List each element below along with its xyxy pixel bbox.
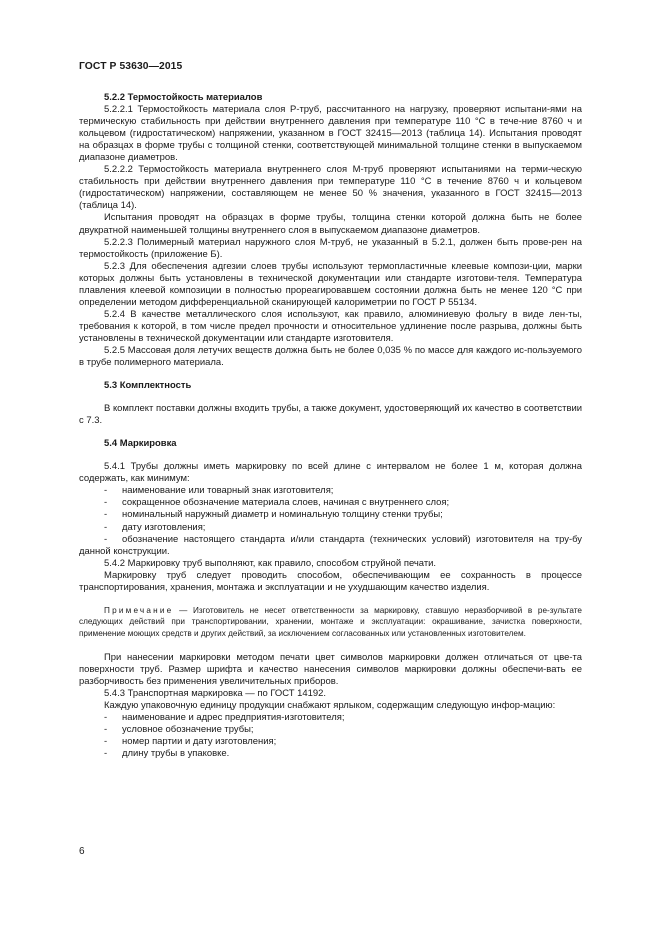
list-item — [79, 497, 582, 509]
list-item-text: условное обозначение трубы; — [122, 723, 254, 735]
list-item — [79, 724, 582, 736]
list-item-text: сокращенное обозначение материала слоев, начиная с внутреннего слоя; — [122, 497, 450, 509]
paragraph-label-info: Каждую упаковочную единицу продукции снабжают ярлыком, содержащим следующую инфор-мацию: — [104, 699, 556, 711]
paragraph-5-4-1: 5.4.1 Трубы должны иметь маркировку по всей длине с интервалом не более 1 м, которая должна содержать, как минимум: — [79, 461, 582, 485]
list-item-text: обозначение настоящего стандарта и/или стандарта (технических условий) изготовителя на тру-бу данной конструкции. — [79, 533, 582, 557]
paragraph-5-4-3: 5.4.3 Транспортная маркировка — по ГОСТ 14192. — [104, 687, 327, 699]
paragraph-5-2-2-3: 5.2.2.3 Полимерный материал наружного слоя М-труб, не указанный в 5.2.1, должен быть прове-рен на термостойкость (приложение Б). — [79, 236, 582, 260]
list-item-text: номинальный наружный диаметр и номинальную толщину стенки трубы; — [122, 509, 443, 521]
list-item — [79, 736, 582, 748]
list-item-text: длину трубы в упаковке. — [122, 747, 230, 759]
document-header: ГОСТ Р 53630—2015 — [79, 61, 183, 72]
list-marker: - — [104, 497, 108, 509]
list-marker: - — [104, 723, 108, 735]
list-item — [79, 485, 582, 497]
paragraph-5-2-3: 5.2.3 Для обеспечения адгезии слоев трубы используют термопластичные клеевые компози-ции, марки которых должны быть установлены в технической документации или стандарте изготови-теля. Температура плавления клеевой композиции в полностью прореагировавшем состоянии должна быть не менее 120 °С при определении методом дифференциальной сканирующей калориметрии по ГОСТ Р 55134. — [79, 260, 582, 308]
paragraph-print-marking: При нанесении маркировки методом печати цвет символов маркировки должен отличаться от цве-та поверхности труб. Размер шрифта и качество нанесения символов маркировки должны обеспечи-вать ее разборчивость без применения увеличительных приборов. — [79, 651, 582, 687]
paragraph-5-2-4: 5.2.4 В качестве металлического слоя используют, как правило, алюминиевую фольгу в виде лен-ты, требования к которой, в том числе предел прочности и относительное удлинение после разрыва, должны быть установлены в технической документации или стандарте изготовителя. — [79, 308, 582, 344]
list-marker: - — [104, 485, 108, 497]
list-marker: - — [104, 509, 108, 521]
list-item-text: наименование или товарный знак изготовителя; — [122, 485, 334, 497]
list-item-text: номер партии и дату изготовления; — [122, 735, 277, 747]
page-number: 6 — [79, 846, 85, 857]
list-marker: - — [104, 533, 108, 545]
list-item — [79, 534, 582, 558]
paragraph-5-4-2: 5.4.2 Маркировку труб выполняют, как правило, способом струйной печати. — [104, 557, 437, 569]
note — [79, 605, 582, 640]
list-item-text: дату изготовления; — [122, 521, 206, 533]
paragraph-5-2-2-2-tests: Испытания проводят на образцах в форме трубы, толщина стенки которой должна быть не более двукратной наименьшей толщины внутреннего слоя в выпускаемом диапазоне диаметров. — [79, 212, 582, 236]
note-label: Примечание — [104, 605, 174, 615]
document-body — [79, 92, 582, 760]
section-heading-5-3: 5.3 Комплектность — [104, 380, 192, 392]
note-text: — Изготовитель не несет ответственности за маркировку, ставшую неразборчивой в ре-зультате следующих действий при транспортировании, хранении, монтаже и эксплуатации: окрашивание, зачистка поверхности, применение моющих средств и других действий, за исключением согласованных или установленных изготовителем. — [79, 605, 582, 638]
list-item — [79, 748, 582, 760]
paragraph-5-3: В комплект поставки должны входить трубы, а также документ, удостоверяющий их качество в соответствии с 7.3. — [79, 403, 582, 427]
list-marker: - — [104, 747, 108, 759]
paragraph-5-4-2-marking: Маркировку труб следует проводить способом, обеспечивающим ее сохранность в процессе транспортирования, хранения, монтажа и эксплуатации и не ухудшающим качество изделия. — [79, 569, 582, 593]
list-marker: - — [104, 711, 108, 723]
list-item-text: наименование и адрес предприятия-изготовителя; — [122, 711, 345, 723]
list-marker: - — [104, 521, 108, 533]
section-heading-5-2-2: 5.2.2 Термостойкость материалов — [104, 92, 263, 103]
list-item — [79, 509, 582, 521]
paragraph-5-2-2-1: 5.2.2.1 Термостойкость материала слоя Р-труб, рассчитанного на нагрузку, проверяют испытани-ями на термическую стабильность при действии внутреннего давления при температуре 110 °С в тече-ние 8760 ч и кольцевом (гидростатическом) напряжении, указанном в ГОСТ 32415—2013 (таблица 14). Испытания проводят на образцах в форме трубы с толщиной стенки, соответствующей минимальной толщине стенки в выпускаемом диапазоне диаметров. — [79, 104, 582, 164]
paragraph-5-2-2-2: 5.2.2.2 Термостойкость материала внутреннего слоя М-труб проверяют испытаниями на терми-ческую стабильность при действии внутреннего давления при температуре 110 °С в течение 8760 ч и кольцевом (гидростатическом) напряжении, составляющем не менее 50 % значения, указанного в ГОСТ 32415—2013 (таблица 14). — [79, 164, 582, 212]
list-item — [79, 712, 582, 724]
list-item — [79, 522, 582, 534]
section-heading-5-4: 5.4 Маркировка — [104, 438, 177, 450]
list-marker: - — [104, 735, 108, 747]
paragraph-5-2-5: 5.2.5 Массовая доля летучих веществ должна быть не более 0,035 % по массе для каждого ис-пользуемого в трубе полимерного материала. — [79, 344, 582, 369]
